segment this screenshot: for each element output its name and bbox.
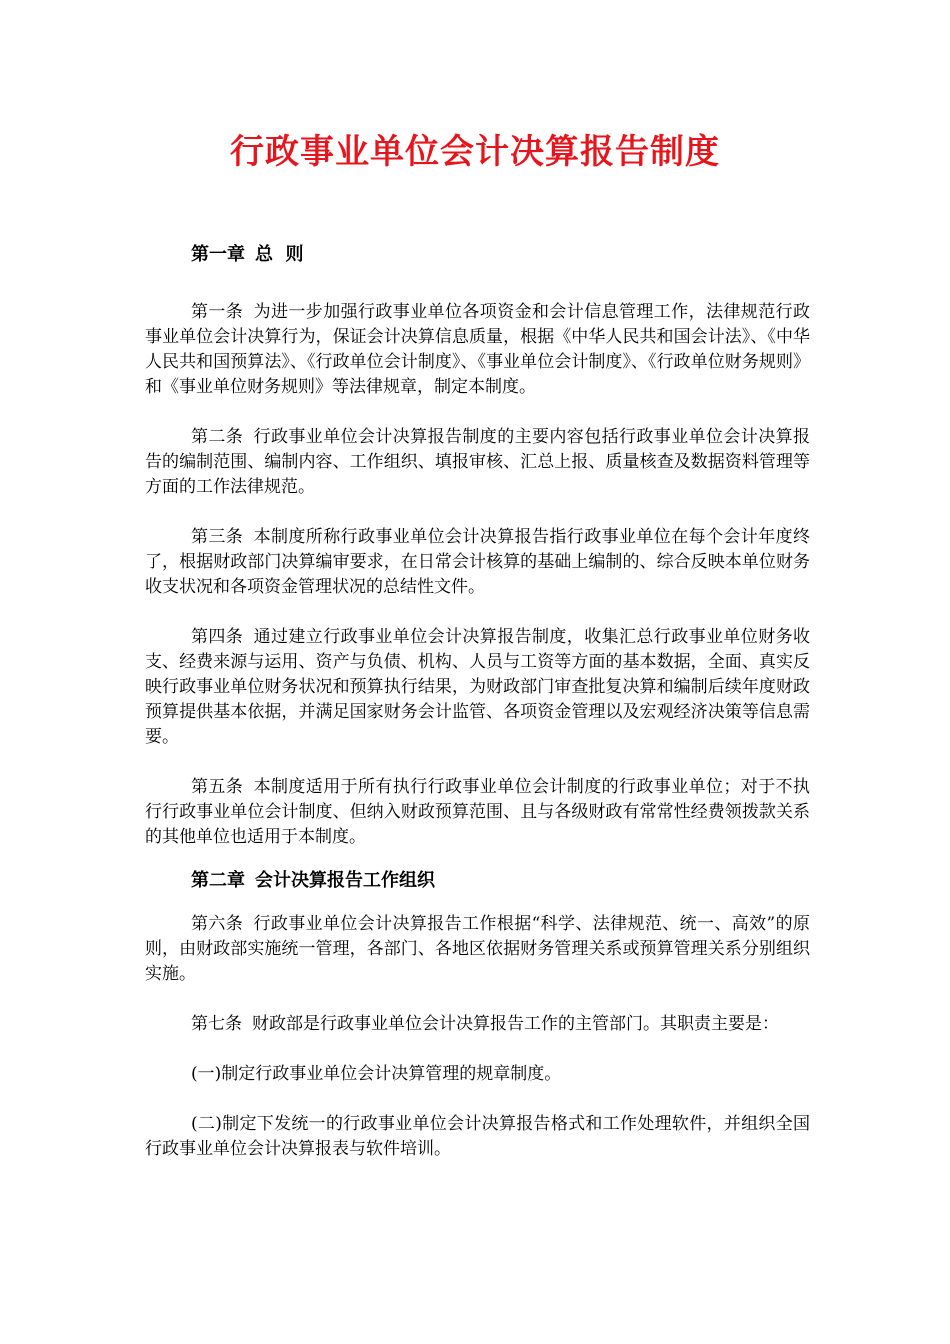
- chapter-number: 第一章: [191, 244, 245, 265]
- article-paragraph: [145, 1012, 810, 1037]
- article-number: 第一条: [191, 302, 244, 322]
- article-number: 第六条: [191, 914, 244, 934]
- article-paragraph: [145, 300, 810, 400]
- chapter-heading: [191, 868, 810, 894]
- article-number: 第二条: [191, 427, 244, 447]
- article-paragraph: [145, 425, 810, 500]
- chapter-name: 总 则: [255, 244, 304, 265]
- chapter-number: 第二章: [191, 870, 245, 891]
- chapter-heading: [191, 242, 810, 268]
- chapter-name: 会计决算报告工作组织: [255, 870, 435, 891]
- document-title: 行政事业单位会计决算报告制度: [230, 132, 720, 172]
- article-number: 第三条: [191, 527, 244, 547]
- article-text: 本制度所称行政事业单位会计决算报告指行政事业单位在每个会计年度终了，根据财政部门决算编审要求，在日常会计核算的基础上编制的、综合反映本单位财务收支状况和各项资金管理状况的总结性文件。: [145, 527, 811, 597]
- article-number: 第四条: [191, 627, 244, 647]
- article-paragraph: [145, 775, 810, 850]
- item-text: 制定下发统一的行政事业单位会计决算报告格式和工作处理软件，并组织全国行政事业单位会计决算报表与软件培训。: [145, 1114, 811, 1159]
- article-number: 第七条: [191, 1014, 242, 1034]
- article-paragraph: [145, 912, 810, 987]
- article-paragraph: [145, 625, 810, 750]
- article-text: 通过建立行政事业单位会计决算报告制度，收集汇总行政事业单位财务收支、经费来源与运用、资产与负债、机构、人员与工资等方面的基本数据，全面、真实反映行政事业单位财务状况和预算执行结果，为财政部门审查批复决算和编制后续年度财政预算提供基本依据，并满足国家财务会计监管、各项资金管理以及宏观经济决策等信息需要。: [145, 627, 811, 747]
- article-text: 为进一步加强行政事业单位各项资金和会计信息管理工作，法律规范行政事业单位会计决算行为，保证会计决算信息质量，根据《中华人民共和国会计法》、《中华人民共和国预算法》、《行政单位会计制度》、《事业单位会计制度》、《行政单位财务规则》和《事业单位财务规则》等法律规章，制定本制度。: [145, 302, 811, 397]
- item-number: (二): [191, 1114, 222, 1134]
- document-body: [145, 242, 810, 1162]
- item-text: 制定行政事业单位会计决算管理的规章制度。: [221, 1064, 562, 1084]
- article-text: 行政事业单位会计决算报告制度的主要内容包括行政事业单位会计决算报告的编制范围、编制内容、工作组织、填报审核、汇总上报、质量核查及数据资料管理等方面的工作法律规范。: [145, 427, 811, 497]
- article-number: 第五条: [191, 777, 244, 797]
- list-item: [145, 1112, 810, 1162]
- article-text: 本制度适用于所有执行行政事业单位会计制度的行政事业单位；对于不执行行政事业单位会计制度、但纳入财政预算范围、且与各级财政有常常性经费领拨款关系的其他单位也适用于本制度。: [145, 777, 811, 847]
- article-text: 财政部是行政事业单位会计决算报告工作的主管部门。其职责主要是：: [252, 1014, 779, 1034]
- list-item: [145, 1062, 810, 1087]
- article-text: 行政事业单位会计决算报告工作根据“科学、法律规范、统一、高效”的原则，由财政部实施统一管理，各部门、各地区依据财务管理关系或预算管理关系分别组织实施。: [145, 914, 810, 984]
- article-paragraph: [145, 525, 810, 600]
- item-number: (一): [191, 1064, 222, 1084]
